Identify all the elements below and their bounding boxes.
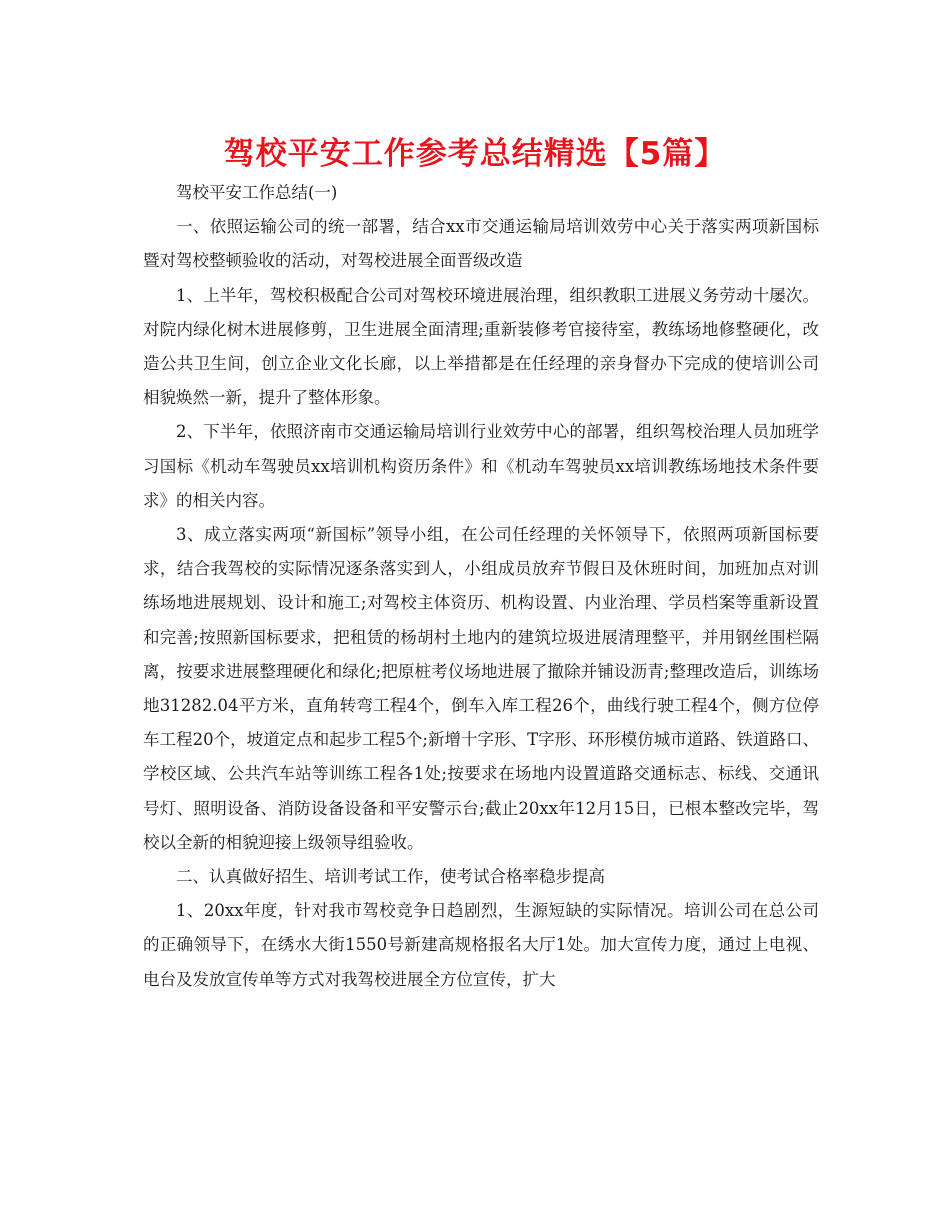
document-body bbox=[143, 176, 819, 997]
paragraph: 二、认真做好招生、培训考试工作，使考试合格率稳步提高 bbox=[176, 867, 605, 887]
paragraph: 1、20xx年度，针对我市驾校竞争日趋剧烈，生源短缺的实际情况。培训公司在总公司的正确领导下，在绣水大街1550号新建高规格报名大厅1处。加大宣传力度，通过上电视、电台及发放宣传单等方式对我驾校进展全方位宣传，扩大 bbox=[143, 901, 819, 989]
paragraph: 1、上半年，驾校积极配合公司对驾校环境进展治理，组织教职工进展义务劳动十屡次。对院内绿化树木进展修剪，卫生进展全面清理;重新装修考官接待室，教练场地修整硬化，改造公共卫生间，创立企业文化长廊，以上举措都是在任经理的亲身督办下完成的使培训公司相貌焕然一新，提升了整体形象。 bbox=[143, 285, 819, 408]
section-heading: 驾校平安工作总结(一) bbox=[176, 183, 338, 202]
paragraph: 3、成立落实两项“新国标”领导小组，在公司任经理的关怀领导下，依照两项新国标要求，结合我驾校的实际情况逐条落实到人，小组成员放弃节假日及休班时间，加班加点对训练场地进展规划、设计和施工;对驾校主体资历、机构设置、内业治理、学员档案等重新设置和完善;按照新国标要求，把租赁的杨胡村土地内的建筑垃圾进展清理整平，并用钢丝围栏隔离，按要求进展整理硬化和绿化;把原桩考仪场地进展了撤除并铺设沥青;整理改造后，训练场地31282.04平方米，直角转弯工程4个，倒车入库工程26个，曲线行驶工程4个，侧方位停车工程20个，坡道定点和起步工程5个;新增十字形、T字形、环形模仿城市道路、铁道路口、学校区域、公共汽车站等训练工程各1处;按要求在场地内设置道路交通标志、标线、交通讯号灯、照明设备、消防设备设备和平安警示台;截止20xx年12月15日，已根本整改完毕，驾校以全新的相貌迎接上级领导组验收。 bbox=[143, 525, 819, 852]
paragraph: 2、下半年，依照济南市交通运输局培训行业效劳中心的部署，组织驾校治理人员加班学习国标《机动车驾驶员xx培训机构资历条件》和《机动车驾驶员xx培训教练场地技术条件要求》的相关内容。 bbox=[143, 422, 819, 510]
paragraph: 一、依照运输公司的统一部署，结合xx市交通运输局培训效劳中心关于落实两项新国标暨对驾校整顿验收的活动，对驾校进展全面晋级改造 bbox=[143, 217, 819, 271]
document-title: 驾校平安工作参考总结精选【5篇】 bbox=[223, 136, 727, 172]
